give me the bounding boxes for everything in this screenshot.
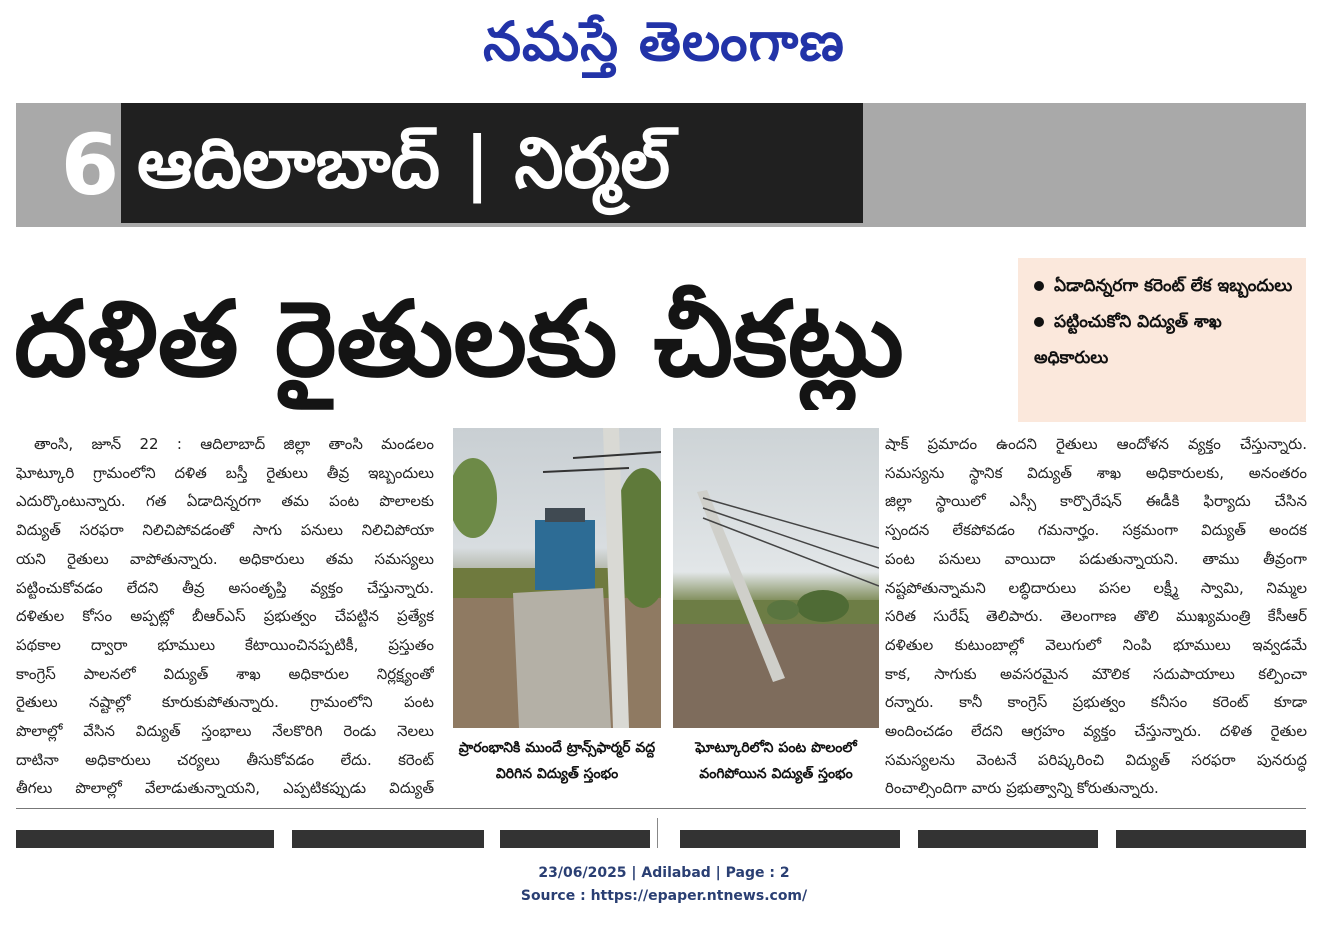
body-line: ఎదుర్కొంటున్నారు. గత ఏడాదిన్నరగా తమ పంట పొలాలకు <box>16 492 434 511</box>
headline-fragment <box>1116 830 1306 848</box>
body-line: రైతులు నష్టాల్లో కూరుకుపోతున్నారు. గ్రామంలోని పంట <box>16 693 434 712</box>
photo-illustration <box>673 428 879 728</box>
body-line: పథకాల ద్వారా భూములు కేటాయించినప్పటికీ, ప్రస్తుతం <box>16 635 434 654</box>
bullet-icon <box>1034 317 1044 327</box>
body-line: దాటినా అధికారులు చర్యలు తీసుకోవడం లేదు. కరెంట్ <box>16 750 434 769</box>
highlight-item <box>1034 304 1294 376</box>
article-column-left <box>16 430 434 803</box>
body-line: రన్నారు. కానీ కాంగ్రెస్ ప్రభుత్వం కనీసం కరెంట్ కూడా <box>885 693 1307 712</box>
body-line: స్పందన లేకపోవడం గమనార్హం. సక్రమంగా విద్యుత్ అందక <box>885 521 1307 540</box>
column-divider <box>657 818 658 848</box>
body-line: దళితుల కుటుంబాల్లో వెలుగులో నింపి భూములు ఇవ్వడమే <box>885 635 1307 654</box>
newspaper-title: నమస్తే తెలంగాణ <box>483 9 845 73</box>
body-line: సమస్యను స్థానిక విద్యుత్ శాఖ అధికారులకు, అనంతరం <box>885 463 1307 482</box>
highlight-text: ఏడాదిన్నరగా కరెంట్ లేక ఇబ్బందులు <box>1054 276 1293 296</box>
body-line: కాంగ్రెస్ పాలనలో విద్యుత్ శాఖ అధికారుల నిర్లక్ష్యంతో <box>16 664 434 683</box>
body-line: అందించడం లేదని ఆగ్రహం వ్యక్తం చేస్తున్నారు. దళిత రైతుల <box>885 722 1307 741</box>
highlight-item <box>1034 268 1294 304</box>
article-headline: దళిత రైతులకు చీకట్లు <box>14 278 904 400</box>
body-line: పంట పనులు వాయిదా పడుతున్నాయని. తాము తీవ్రంగా <box>885 549 1307 568</box>
highlight-text: పట్టించుకోని విద్యుత్ శాఖ అధికారులు <box>1034 312 1222 368</box>
bullet-icon <box>1034 281 1044 291</box>
transformer-pole-photo <box>453 428 661 728</box>
headline-fragment <box>292 830 484 848</box>
body-line: పొలాల్లో వేసిన విద్యుత్ స్తంభాలు నేలకొరిగి రెండు నెలలు <box>16 722 434 741</box>
body-line: కాక, సాగుకు అవసరమైన మౌలిక సదుపాయాలు కల్పించా <box>885 664 1307 683</box>
highlights-box <box>1018 258 1306 422</box>
section-label-box <box>121 103 863 223</box>
edition-info: 23/06/2025 | Adilabad | Page : 2 <box>538 865 790 881</box>
body-line: జిల్లా స్థాయిలో ఎస్సీ కార్పొరేషన్ ఈడీకి ఫిర్యాదు చేసిన <box>885 492 1307 511</box>
photo-caption: ఘోట్కూరిలోని పంట పొలంలో వంగిపోయిన విద్యుత్ స్తంభం <box>695 740 857 782</box>
cut-off-next-headline <box>16 818 1306 848</box>
headline-fragment <box>918 830 1098 848</box>
body-line: తాంసి, జూన్ 22 : ఆదిలాబాద్ జిల్లా తాంసి మండలం <box>34 435 434 453</box>
article-column-right <box>885 430 1307 803</box>
body-line: సరిత సురేష్ తెలిపారు. తెలంగాణ తొలి ముఖ్యమంత్రి కేసీఆర్ <box>885 607 1307 626</box>
body-line: పట్టించుకోవడం లేదని తీవ్ర అసంతృప్తి వ్యక్తం చేస్తున్నారు. <box>16 578 434 597</box>
page-number: 6 <box>60 116 120 214</box>
body-line: తీగలు పొలాల్లో వేలాడుతున్నాయని, ఎప్పటికప్పుడు విద్యుత్ <box>16 779 434 798</box>
headline-fragment <box>680 830 900 848</box>
bent-pole-photo <box>673 428 879 728</box>
photo-illustration <box>453 428 661 728</box>
source-link[interactable]: Source : https://epaper.ntnews.com/ <box>520 888 808 904</box>
photo-caption: ప్రారంభానికి ముందే ట్రాన్స్‌ఫార్మర్ వద్ద విరిగిన విద్యుత్ స్తంభం <box>458 740 656 782</box>
page-footer <box>0 862 1328 908</box>
headline-fragment <box>16 830 274 848</box>
body-line: దళితుల కోసం అప్పట్లో బీఆర్ఎస్ ప్రభుత్వం చేపట్టిన ప్రత్యేక <box>16 607 434 626</box>
section-name: ఆదిలాబాద్ | నిర్మల్ <box>137 122 671 204</box>
body-line: విద్యుత్ సరఫరా నిలిచిపోవడంతో సాగు పనులు నిలిచిపోయా <box>16 521 434 540</box>
body-line: సమస్యలను వెంటనే పరిష్కరించి విద్యుత్ సరఫరా పునరుద్ధ <box>885 750 1307 769</box>
body-line: యని రైతులు వాపోతున్నారు. అధికారులు తమ సమస్యలు <box>16 549 434 568</box>
masthead <box>0 6 1328 76</box>
section-banner <box>16 103 1306 227</box>
body-line: నష్టపోతున్నామని లబ్ధిదారులు పసల లక్ష్మీ స్వామి, నిమ్మల <box>885 578 1307 597</box>
body-line: ఘోట్కూరి గ్రామంలోని దళిత బస్తీ రైతులు తీవ్ర ఇబ్బందులు <box>16 463 434 482</box>
headline-fragment <box>500 830 650 848</box>
body-line: షాక్ ప్రమాదం ఉందని రైతులు ఆందోళన వ్యక్తం చేస్తున్నారు. <box>885 435 1307 453</box>
body-line: రించాల్సిందిగా వారు ప్రభుత్వాన్ని కోరుతున్నారు. <box>885 779 1159 798</box>
section-divider <box>16 808 1306 809</box>
